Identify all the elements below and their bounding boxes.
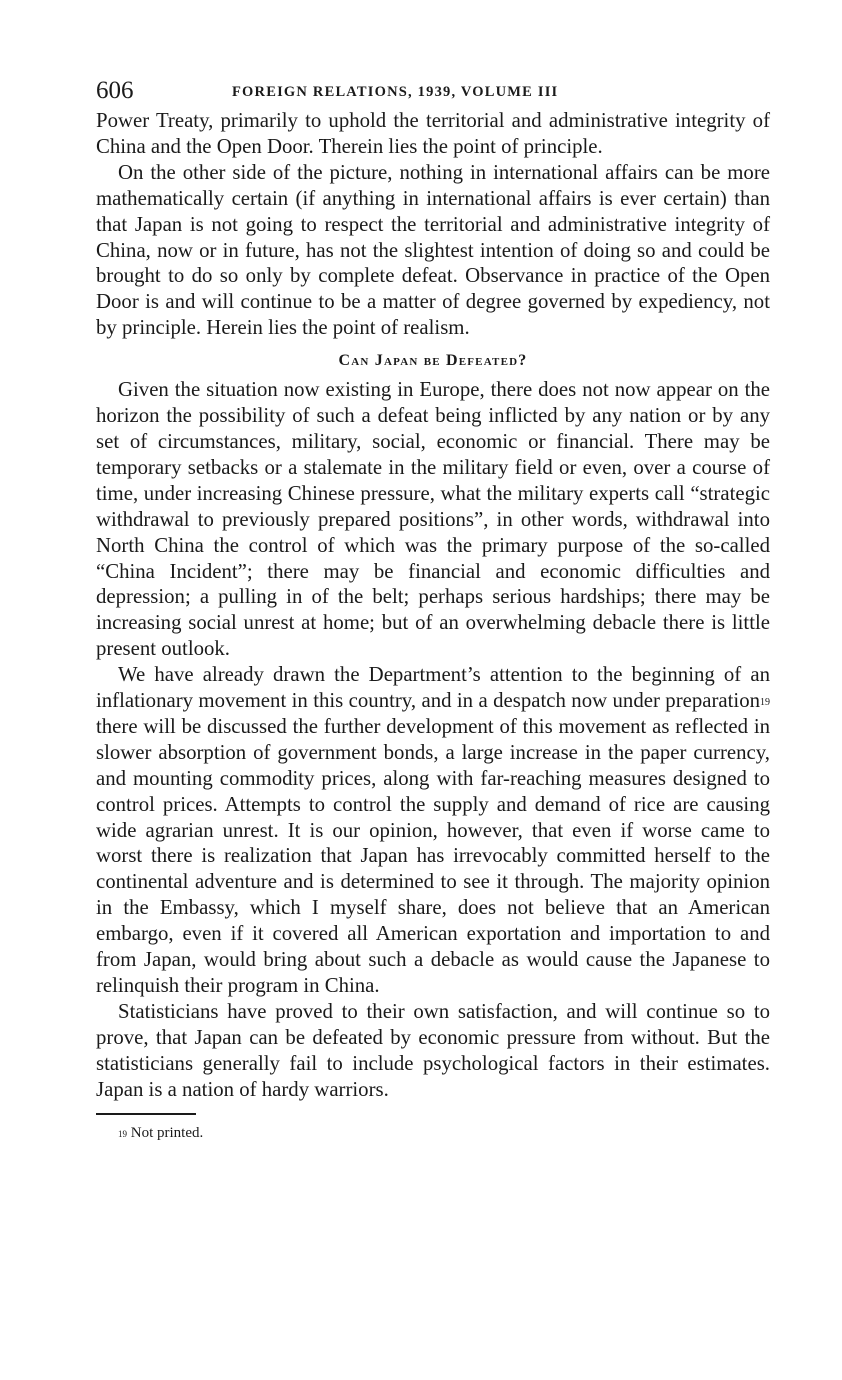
footnote <box>96 1123 770 1143</box>
paragraph-5: Statisticians have proved to their own satisfaction, and will continue so to prove, that Japan can be defeated by economic pressure from without. But the statisticians generally fail to include psychological factors in their estimates. Japan is a nation of hardy warriors. <box>96 999 770 1101</box>
footnote-reference[interactable]: 19 <box>760 697 770 709</box>
page-number: 606 <box>96 77 134 104</box>
paragraph-3: Given the situation now existing in Europe, there does not now appear on the horizon the possibility of such a defeat being inflicted by any nation or by any set of circumstances, military, social, economic or financial. There may be temporary setbacks or a stalemate in the military field or even, over a course of time, under increasing Chinese pressure, what the military experts call “strategic withdrawal to previously prepared positions”, in other words, withdrawal into North China the control of which was the primary purpose of the so-called “China Incident”; there may be financial and economic difficulties and depression; a pulling in of the belt; perhaps serious hardships; there may be increasing social unrest at home; but of an overwhelming debacle there is little present outlook. <box>96 378 770 661</box>
body-text <box>96 108 770 1103</box>
paragraph-4 <box>96 662 770 999</box>
paragraph-4-text-a: We have already drawn the Department’s attention to the beginning of an inflationary movement in this country, and in a despatch now under preparation <box>96 663 770 713</box>
footnote-number: 19 <box>118 1128 127 1139</box>
document-page <box>96 74 770 1143</box>
section-heading: Can Japan be Defeated? <box>338 352 528 370</box>
footnote-text: Not printed. <box>130 1124 204 1141</box>
paragraph-4-text-b: there will be discussed the further development of this movement as reflected in slower absorption of government bonds, a large increase in the paper currency, and mounting commodity prices, along with far-reaching measures designed to control prices. Attempts to control the supply and demand of rice are causing wide agrarian unrest. It is our opinion, however, that even if worse came to worst there is realization that Japan has irrevocably committed herself to the continental adventure and is determined to see it through. The majority opinion in the Embassy, which I myself share, does not believe that an American embargo, even if it covered all American exportation and importation to and from Japan, would bring about such a debacle as would cause the Japanese to relinquish their program in China. <box>96 714 770 997</box>
running-title: FOREIGN RELATIONS, 1939, VOLUME III <box>232 84 559 100</box>
footnote-divider <box>96 1113 196 1115</box>
running-header <box>96 74 770 108</box>
paragraph-1: Power Treaty, primarily to uphold the territorial and administrative integrity of China and the Open Door. Therein lies the point of principle. <box>96 109 770 158</box>
paragraph-2: On the other side of the picture, nothing in international affairs can be more mathematically certain (if anything in international affairs is ever certain) than that Japan is not going to respect the territorial and administrative integrity of China, now or in future, has not the slightest intention of doing so and could be brought to do so only by complete defeat. Observance in practice of the Open Door is and will continue to be a matter of degree governed by expediency, not by principle. Herein lies the point of realism. <box>96 160 770 340</box>
